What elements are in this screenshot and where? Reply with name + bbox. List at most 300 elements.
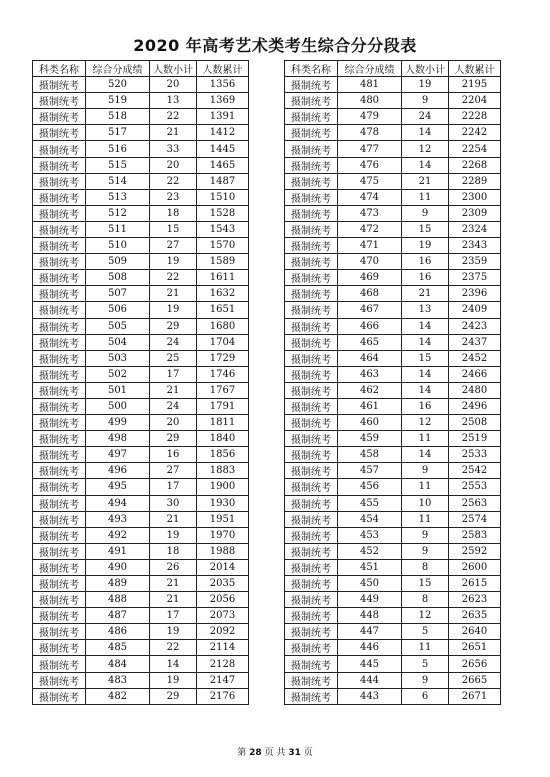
cell-cumulative: 2128 <box>197 656 249 672</box>
cell-score: 504 <box>86 334 150 350</box>
cell-category: 摄制统考 <box>33 382 86 398</box>
table-row <box>33 109 249 125</box>
table-row <box>285 559 501 575</box>
cell-score: 512 <box>86 205 150 221</box>
cell-score: 510 <box>86 238 150 254</box>
table-row <box>33 221 249 237</box>
table-row <box>33 334 249 350</box>
score-table-left <box>32 60 249 705</box>
cell-category: 摄制统考 <box>33 543 86 559</box>
table-row <box>285 431 501 447</box>
cell-count: 11 <box>402 479 449 495</box>
cell-cumulative: 2671 <box>449 688 501 704</box>
table-row <box>33 302 249 318</box>
table-row <box>285 656 501 672</box>
cell-cumulative: 2615 <box>449 576 501 592</box>
table-row <box>285 672 501 688</box>
cell-category: 摄制统考 <box>285 254 338 270</box>
cell-count: 19 <box>402 238 449 254</box>
cell-category: 摄制统考 <box>33 254 86 270</box>
cell-score: 480 <box>338 93 402 109</box>
cell-cumulative: 2553 <box>449 479 501 495</box>
table-row <box>33 125 249 141</box>
cell-cumulative: 2437 <box>449 334 501 350</box>
table-row <box>285 398 501 414</box>
table-row <box>285 141 501 157</box>
cell-count: 17 <box>150 366 197 382</box>
cell-cumulative: 1487 <box>197 173 249 189</box>
cell-count: 29 <box>150 318 197 334</box>
table-row <box>33 543 249 559</box>
header-cumulative: 人数累计 <box>197 61 249 77</box>
cell-category: 摄制统考 <box>285 624 338 640</box>
cell-cumulative: 2228 <box>449 109 501 125</box>
cell-category: 摄制统考 <box>33 125 86 141</box>
cell-cumulative: 2519 <box>449 431 501 447</box>
cell-score: 456 <box>338 479 402 495</box>
cell-category: 摄制统考 <box>33 350 86 366</box>
cell-score: 483 <box>86 672 150 688</box>
cell-category: 摄制统考 <box>33 656 86 672</box>
cell-score: 507 <box>86 286 150 302</box>
table-row <box>285 688 501 704</box>
cell-cumulative: 2035 <box>197 576 249 592</box>
table-row <box>285 511 501 527</box>
table-row <box>33 688 249 704</box>
cell-score: 502 <box>86 366 150 382</box>
cell-count: 19 <box>402 77 449 93</box>
cell-cumulative: 2635 <box>449 608 501 624</box>
cell-score: 515 <box>86 157 150 173</box>
cell-category: 摄制统考 <box>285 415 338 431</box>
cell-cumulative: 2592 <box>449 543 501 559</box>
table-row <box>285 640 501 656</box>
cell-count: 22 <box>150 640 197 656</box>
footer-suffix: 页 <box>303 748 313 758</box>
cell-count: 15 <box>150 221 197 237</box>
cell-category: 摄制统考 <box>33 608 86 624</box>
cell-count: 15 <box>402 350 449 366</box>
cell-count: 14 <box>402 366 449 382</box>
cell-category: 摄制统考 <box>33 270 86 286</box>
cell-count: 15 <box>402 576 449 592</box>
cell-category: 摄制统考 <box>33 463 86 479</box>
header-count: 人数小计 <box>150 61 197 77</box>
cell-score: 493 <box>86 511 150 527</box>
cell-category: 摄制统考 <box>33 189 86 205</box>
cell-score: 468 <box>338 286 402 302</box>
cell-score: 519 <box>86 93 150 109</box>
cell-count: 16 <box>402 398 449 414</box>
cell-category: 摄制统考 <box>285 656 338 672</box>
header-score: 综合分成绩 <box>338 61 402 77</box>
cell-score: 479 <box>338 109 402 125</box>
cell-cumulative: 1951 <box>197 511 249 527</box>
cell-count: 14 <box>402 318 449 334</box>
cell-cumulative: 1445 <box>197 141 249 157</box>
cell-cumulative: 2533 <box>449 447 501 463</box>
table-row <box>285 318 501 334</box>
cell-score: 470 <box>338 254 402 270</box>
cell-cumulative: 1510 <box>197 189 249 205</box>
table-row <box>33 254 249 270</box>
cell-count: 21 <box>150 511 197 527</box>
cell-category: 摄制统考 <box>33 398 86 414</box>
cell-count: 21 <box>402 286 449 302</box>
table-row <box>285 334 501 350</box>
cell-cumulative: 2574 <box>449 511 501 527</box>
cell-category: 摄制统考 <box>33 77 86 93</box>
cell-count: 14 <box>402 447 449 463</box>
footer-prefix: 第 <box>237 748 247 758</box>
cell-count: 27 <box>150 238 197 254</box>
table-row <box>33 270 249 286</box>
cell-cumulative: 1528 <box>197 205 249 221</box>
cell-count: 19 <box>150 527 197 543</box>
table-row <box>33 463 249 479</box>
cell-count: 9 <box>402 205 449 221</box>
table-row <box>33 93 249 109</box>
cell-count: 26 <box>150 559 197 575</box>
cell-category: 摄制统考 <box>285 527 338 543</box>
cell-score: 498 <box>86 431 150 447</box>
cell-category: 摄制统考 <box>285 125 338 141</box>
cell-cumulative: 1611 <box>197 270 249 286</box>
cell-category: 摄制统考 <box>285 270 338 286</box>
cell-cumulative: 2324 <box>449 221 501 237</box>
cell-category: 摄制统考 <box>33 576 86 592</box>
table-row <box>33 77 249 93</box>
cell-category: 摄制统考 <box>33 495 86 511</box>
cell-cumulative: 1680 <box>197 318 249 334</box>
cell-cumulative: 2195 <box>449 77 501 93</box>
cell-count: 24 <box>150 334 197 350</box>
cell-count: 18 <box>150 205 197 221</box>
cell-count: 21 <box>402 173 449 189</box>
table-body-right <box>285 77 501 705</box>
table-row <box>33 495 249 511</box>
cell-score: 487 <box>86 608 150 624</box>
table-row <box>33 350 249 366</box>
cell-category: 摄制统考 <box>33 527 86 543</box>
cell-category: 摄制统考 <box>285 608 338 624</box>
footer-total-pages: 31 <box>288 748 301 758</box>
table-row <box>33 238 249 254</box>
cell-count: 11 <box>402 640 449 656</box>
table-row <box>285 624 501 640</box>
cell-score: 445 <box>338 656 402 672</box>
cell-category: 摄制统考 <box>285 366 338 382</box>
cell-count: 8 <box>402 559 449 575</box>
cell-category: 摄制统考 <box>285 77 338 93</box>
cell-count: 18 <box>150 543 197 559</box>
cell-score: 469 <box>338 270 402 286</box>
table-row <box>285 527 501 543</box>
cell-category: 摄制统考 <box>285 221 338 237</box>
cell-category: 摄制统考 <box>285 688 338 704</box>
cell-count: 15 <box>402 221 449 237</box>
cell-count: 6 <box>402 688 449 704</box>
cell-count: 9 <box>402 672 449 688</box>
cell-score: 443 <box>338 688 402 704</box>
cell-category: 摄制统考 <box>33 238 86 254</box>
cell-score: 452 <box>338 543 402 559</box>
table-row <box>285 350 501 366</box>
table-row <box>33 189 249 205</box>
cell-cumulative: 2640 <box>449 624 501 640</box>
table-row <box>33 141 249 157</box>
table-row <box>33 527 249 543</box>
cell-cumulative: 2656 <box>449 656 501 672</box>
cell-score: 481 <box>338 77 402 93</box>
cell-cumulative: 2480 <box>449 382 501 398</box>
cell-count: 9 <box>402 543 449 559</box>
cell-score: 503 <box>86 350 150 366</box>
table-row <box>285 543 501 559</box>
cell-cumulative: 1729 <box>197 350 249 366</box>
cell-cumulative: 2242 <box>449 125 501 141</box>
cell-count: 14 <box>402 382 449 398</box>
table-row <box>285 77 501 93</box>
cell-count: 13 <box>402 302 449 318</box>
cell-category: 摄制统考 <box>285 173 338 189</box>
cell-cumulative: 1465 <box>197 157 249 173</box>
cell-count: 16 <box>150 447 197 463</box>
cell-category: 摄制统考 <box>285 463 338 479</box>
cell-cumulative: 2600 <box>449 559 501 575</box>
cell-count: 22 <box>150 109 197 125</box>
cell-cumulative: 2651 <box>449 640 501 656</box>
cell-score: 448 <box>338 608 402 624</box>
cell-score: 475 <box>338 173 402 189</box>
cell-category: 摄制统考 <box>33 640 86 656</box>
cell-score: 463 <box>338 366 402 382</box>
cell-score: 488 <box>86 592 150 608</box>
cell-cumulative: 1704 <box>197 334 249 350</box>
cell-score: 444 <box>338 672 402 688</box>
table-row <box>33 672 249 688</box>
table-row <box>33 382 249 398</box>
cell-cumulative: 1589 <box>197 254 249 270</box>
cell-count: 5 <box>402 656 449 672</box>
cell-category: 摄制统考 <box>33 415 86 431</box>
cell-cumulative: 1746 <box>197 366 249 382</box>
table-header-row <box>33 61 249 77</box>
cell-cumulative: 2396 <box>449 286 501 302</box>
table-row <box>33 205 249 221</box>
table-row <box>285 205 501 221</box>
cell-cumulative: 2423 <box>449 318 501 334</box>
cell-cumulative: 2542 <box>449 463 501 479</box>
cell-score: 449 <box>338 592 402 608</box>
cell-count: 20 <box>150 415 197 431</box>
cell-cumulative: 2409 <box>449 302 501 318</box>
cell-count: 9 <box>402 527 449 543</box>
cell-category: 摄制统考 <box>33 221 86 237</box>
cell-count: 21 <box>150 382 197 398</box>
cell-count: 14 <box>402 125 449 141</box>
cell-cumulative: 1570 <box>197 238 249 254</box>
cell-count: 14 <box>402 334 449 350</box>
cell-score: 514 <box>86 173 150 189</box>
cell-cumulative: 1883 <box>197 463 249 479</box>
cell-count: 24 <box>402 109 449 125</box>
cell-count: 29 <box>150 688 197 704</box>
page-title: 2020 年高考艺术类考生综合分分段表 <box>133 36 417 55</box>
table-row <box>285 463 501 479</box>
cell-count: 16 <box>402 254 449 270</box>
footer-middle: 页 共 <box>264 748 286 758</box>
cell-category: 摄制统考 <box>285 592 338 608</box>
cell-count: 11 <box>402 189 449 205</box>
cell-category: 摄制统考 <box>33 286 86 302</box>
table-row <box>285 173 501 189</box>
cell-category: 摄制统考 <box>285 576 338 592</box>
cell-score: 461 <box>338 398 402 414</box>
cell-cumulative: 1988 <box>197 543 249 559</box>
table-row <box>33 608 249 624</box>
cell-count: 23 <box>150 189 197 205</box>
cell-score: 484 <box>86 656 150 672</box>
cell-count: 13 <box>150 93 197 109</box>
cell-category: 摄制统考 <box>285 302 338 318</box>
cell-category: 摄制统考 <box>285 157 338 173</box>
table-row <box>285 254 501 270</box>
cell-score: 471 <box>338 238 402 254</box>
cell-score: 465 <box>338 334 402 350</box>
cell-count: 25 <box>150 350 197 366</box>
cell-category: 摄制统考 <box>285 334 338 350</box>
table-row <box>285 125 501 141</box>
cell-score: 458 <box>338 447 402 463</box>
header-count: 人数小计 <box>402 61 449 77</box>
cell-count: 17 <box>150 479 197 495</box>
cell-score: 492 <box>86 527 150 543</box>
cell-count: 22 <box>150 270 197 286</box>
cell-category: 摄制统考 <box>285 350 338 366</box>
footer-page-number: 28 <box>249 748 262 758</box>
cell-category: 摄制统考 <box>285 382 338 398</box>
cell-cumulative: 2375 <box>449 270 501 286</box>
cell-cumulative: 2073 <box>197 608 249 624</box>
cell-score: 447 <box>338 624 402 640</box>
cell-cumulative: 1412 <box>197 125 249 141</box>
cell-score: 451 <box>338 559 402 575</box>
cell-category: 摄制统考 <box>285 672 338 688</box>
cell-cumulative: 2309 <box>449 205 501 221</box>
cell-cumulative: 2343 <box>449 238 501 254</box>
cell-category: 摄制统考 <box>285 398 338 414</box>
table-row <box>285 382 501 398</box>
cell-count: 11 <box>402 511 449 527</box>
table-row <box>33 415 249 431</box>
table-row <box>33 511 249 527</box>
cell-category: 摄制统考 <box>33 672 86 688</box>
cell-score: 454 <box>338 511 402 527</box>
cell-category: 摄制统考 <box>33 302 86 318</box>
cell-cumulative: 1791 <box>197 398 249 414</box>
cell-score: 494 <box>86 495 150 511</box>
table-row <box>33 576 249 592</box>
cell-cumulative: 1856 <box>197 447 249 463</box>
cell-score: 476 <box>338 157 402 173</box>
cell-cumulative: 1930 <box>197 495 249 511</box>
cell-cumulative: 1811 <box>197 415 249 431</box>
cell-cumulative: 2466 <box>449 366 501 382</box>
cell-cumulative: 2204 <box>449 93 501 109</box>
cell-category: 摄制统考 <box>285 431 338 447</box>
table-row <box>285 447 501 463</box>
cell-cumulative: 2665 <box>449 672 501 688</box>
cell-count: 24 <box>150 398 197 414</box>
cell-count: 16 <box>402 270 449 286</box>
table-row <box>33 318 249 334</box>
cell-category: 摄制统考 <box>285 141 338 157</box>
cell-category: 摄制统考 <box>285 189 338 205</box>
cell-score: 501 <box>86 382 150 398</box>
cell-category: 摄制统考 <box>33 592 86 608</box>
cell-count: 12 <box>402 141 449 157</box>
cell-count: 29 <box>150 431 197 447</box>
table-row <box>285 238 501 254</box>
cell-category: 摄制统考 <box>33 447 86 463</box>
cell-count: 20 <box>150 77 197 93</box>
table-row <box>33 559 249 575</box>
cell-count: 8 <box>402 592 449 608</box>
table-row <box>33 286 249 302</box>
cell-score: 520 <box>86 77 150 93</box>
cell-cumulative: 2452 <box>449 350 501 366</box>
cell-category: 摄制统考 <box>33 93 86 109</box>
cell-count: 27 <box>150 463 197 479</box>
cell-category: 摄制统考 <box>33 431 86 447</box>
cell-score: 474 <box>338 189 402 205</box>
table-row <box>33 656 249 672</box>
cell-count: 17 <box>150 608 197 624</box>
cell-score: 459 <box>338 431 402 447</box>
table-row <box>33 157 249 173</box>
cell-cumulative: 1970 <box>197 527 249 543</box>
cell-count: 12 <box>402 415 449 431</box>
cell-cumulative: 2176 <box>197 688 249 704</box>
table-row <box>285 608 501 624</box>
cell-count: 22 <box>150 173 197 189</box>
cell-cumulative: 2496 <box>449 398 501 414</box>
table-row <box>285 109 501 125</box>
cell-score: 506 <box>86 302 150 318</box>
cell-score: 482 <box>86 688 150 704</box>
cell-score: 495 <box>86 479 150 495</box>
cell-cumulative: 2114 <box>197 640 249 656</box>
table-header-row <box>285 61 501 77</box>
cell-cumulative: 2254 <box>449 141 501 157</box>
cell-count: 30 <box>150 495 197 511</box>
cell-score: 450 <box>338 576 402 592</box>
table-row <box>285 189 501 205</box>
cell-category: 摄制统考 <box>33 157 86 173</box>
cell-cumulative: 2289 <box>449 173 501 189</box>
cell-count: 14 <box>150 656 197 672</box>
cell-score: 497 <box>86 447 150 463</box>
cell-count: 20 <box>150 157 197 173</box>
cell-score: 517 <box>86 125 150 141</box>
table-row <box>33 398 249 414</box>
cell-category: 摄制统考 <box>285 205 338 221</box>
cell-cumulative: 1632 <box>197 286 249 302</box>
cell-count: 21 <box>150 592 197 608</box>
cell-count: 9 <box>402 463 449 479</box>
cell-cumulative: 2508 <box>449 415 501 431</box>
